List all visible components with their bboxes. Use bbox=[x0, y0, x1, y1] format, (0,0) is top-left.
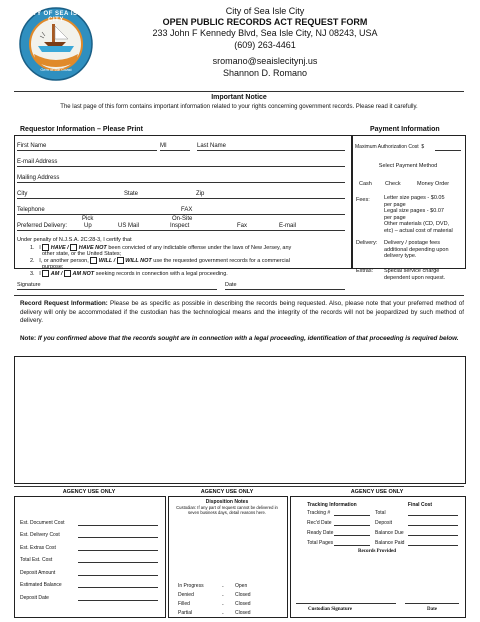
header-contact: Shannon D. Romano bbox=[222, 68, 308, 78]
status-filled[interactable]: Filled bbox=[178, 601, 190, 607]
deposit-date: Deposit Date bbox=[20, 595, 49, 601]
mailing-field[interactable] bbox=[17, 182, 345, 183]
deposit-date-field[interactable] bbox=[78, 600, 158, 601]
total-pages: Total Pages bbox=[307, 540, 334, 546]
money-order-option[interactable]: Money Order bbox=[417, 181, 450, 187]
agency-col1-head: AGENCY USE ONLY bbox=[62, 489, 116, 495]
seal-text: CITY OF SEA ISLE CITY bbox=[25, 11, 87, 23]
check-option[interactable]: Check bbox=[385, 181, 401, 187]
email-label: E-mail Address bbox=[17, 159, 58, 165]
agency-col2-head: AGENCY USE ONLY bbox=[200, 489, 254, 495]
record-request-text: Record Request Information: Please be as specific as possible in describing the records being requested. Also, please note that your preferred method of delivery will only be accommodated if the custodian has the technological means and the integrity of the records will not be jeopardized by such method of delivery. bbox=[20, 300, 465, 324]
first-name-field[interactable] bbox=[17, 150, 157, 151]
date-label: Date bbox=[225, 282, 237, 288]
tracking-number: Tracking # bbox=[307, 510, 331, 516]
est-document-cost: Est. Document Cost bbox=[20, 520, 65, 526]
header-city: City of Sea Isle City bbox=[225, 6, 305, 16]
agency-col3-head: AGENCY USE ONLY bbox=[350, 489, 404, 495]
custodian-signature-field[interactable] bbox=[296, 603, 396, 604]
ready-date: Ready Date bbox=[307, 530, 334, 536]
preferred-delivery-label: Preferred Delivery: bbox=[17, 223, 68, 229]
fax-option[interactable]: Fax bbox=[237, 223, 248, 229]
records-provided: Records Provided bbox=[357, 549, 397, 554]
cert-item-2: 2. I, or another person, WILL / WILL NOT use the requested government records for a commercial bbox=[30, 257, 290, 264]
telephone-label: Telephone bbox=[17, 207, 45, 213]
mi-label: MI bbox=[160, 143, 167, 149]
last-name-field[interactable] bbox=[197, 150, 345, 151]
est-document-cost-field[interactable] bbox=[78, 525, 158, 526]
select-method-label: Select Payment Method bbox=[378, 163, 438, 169]
will-checkbox[interactable] bbox=[90, 257, 97, 264]
fees-text: Letter size pages - $0.05 per page Legal size pages - $0.07 per page Other materials (CD, DVD, etc) – actual cost of material bbox=[384, 195, 453, 234]
cert-item-3: 3. I AM / AM NOT seeking records in connection with a legal proceeding. bbox=[30, 270, 228, 277]
header-email: sromano@seaislecitynj.us bbox=[212, 56, 318, 66]
total-est-cost-field[interactable] bbox=[78, 562, 158, 563]
ready-date-field[interactable] bbox=[334, 535, 370, 536]
deposit-amount: Deposit Amount bbox=[20, 570, 56, 576]
email-field[interactable] bbox=[17, 166, 345, 167]
pick-up-option[interactable]: Up bbox=[84, 223, 92, 229]
penalty-text: Under penalty of N.J.S.A. 2C:28-3, I certify that bbox=[17, 237, 132, 243]
have-checkbox[interactable] bbox=[42, 244, 49, 251]
status-closed-3[interactable]: Closed bbox=[235, 610, 251, 616]
total-pages-field[interactable] bbox=[334, 545, 370, 546]
balance-paid: Balance Paid bbox=[375, 540, 405, 546]
tracking-number-field[interactable] bbox=[334, 515, 370, 516]
header-phone: (609) 263-4461 bbox=[234, 40, 296, 50]
us-mail-option[interactable]: US Mail bbox=[118, 223, 140, 229]
seal-banner: Gem of the Coast bbox=[40, 67, 72, 72]
onsite-option[interactable]: Inspect bbox=[170, 223, 190, 229]
cash-option[interactable]: Cash bbox=[359, 181, 372, 187]
balance-due-field[interactable] bbox=[408, 535, 458, 536]
extras-text: Special service charge dependent upon request. bbox=[384, 268, 446, 281]
record-request-note: Note: If you confirmed above that the records sought are in connection with a legal proceeding, identification of that proceeding is required below. bbox=[20, 335, 459, 342]
status-partial[interactable]: Partial bbox=[178, 610, 193, 616]
recd-date: Rec'd Date bbox=[307, 520, 332, 526]
pick-up-top: Pick bbox=[82, 216, 94, 222]
status-dash: - - - - bbox=[222, 584, 224, 617]
est-extras-cost: Est. Extras Cost bbox=[20, 545, 56, 551]
max-auth-label: Maximum Authorization Cost $ bbox=[355, 144, 425, 150]
state-label: State bbox=[124, 191, 139, 197]
balance-due: Balance Due bbox=[375, 530, 404, 536]
email-option[interactable]: E-mail bbox=[279, 223, 297, 229]
onsite-top: On-Site bbox=[172, 216, 193, 222]
city-field[interactable] bbox=[17, 198, 345, 199]
est-delivery-cost: Est. Delivery Cost bbox=[20, 532, 60, 538]
telephone-field[interactable] bbox=[17, 214, 345, 215]
estimated-balance: Estimated Balance bbox=[20, 582, 62, 588]
custodian-signature-label: Custodian Signature bbox=[308, 607, 352, 612]
zip-label: Zip bbox=[196, 191, 205, 197]
final-cost-title: Final Cost bbox=[407, 502, 433, 508]
delivery-text: Delivery / postage fees additional depending upon delivery type. bbox=[384, 240, 449, 259]
delivery-label: Delivery: bbox=[356, 240, 378, 246]
last-name-label: Last Name bbox=[197, 143, 227, 149]
balance-paid-field[interactable] bbox=[408, 545, 458, 546]
date-field[interactable] bbox=[225, 289, 345, 290]
have-not-checkbox[interactable] bbox=[70, 244, 77, 251]
disposition-text: Custodian: If any part of request cannot be delivered in seven business days, detail reasons here. bbox=[176, 505, 278, 515]
status-open[interactable]: Open bbox=[235, 583, 248, 589]
city-label: City bbox=[17, 191, 28, 197]
max-auth-field[interactable] bbox=[435, 150, 461, 151]
final-deposit-field[interactable] bbox=[408, 525, 458, 526]
est-extras-cost-field[interactable] bbox=[78, 550, 158, 551]
total-est-cost: Total Est. Cost bbox=[20, 557, 53, 563]
cert-item-1-cont: other state, or the United States; bbox=[42, 251, 122, 257]
signature-label: Signature bbox=[17, 282, 41, 288]
mi-field[interactable] bbox=[160, 150, 190, 151]
header-address: 233 John F Kennedy Blvd, Sea Isle City, NJ 08243, USA bbox=[152, 28, 378, 38]
disposition-title: Disposition Notes bbox=[205, 499, 249, 505]
fees-label: Fees: bbox=[356, 197, 370, 203]
status-denied[interactable]: Denied bbox=[178, 592, 194, 598]
deposit-amount-field[interactable] bbox=[78, 575, 158, 576]
am-not-checkbox[interactable] bbox=[64, 270, 71, 277]
mailing-label: Mailing Address bbox=[17, 175, 60, 181]
final-deposit: Deposit bbox=[375, 520, 392, 526]
cert-item-2-cont: purpose; bbox=[42, 264, 64, 270]
extras-label: Extras: bbox=[356, 268, 374, 274]
records-requested-textarea[interactable] bbox=[14, 356, 466, 484]
notice-text: The last page of this form contains important information related to your rights concerning government records. Please read it carefully. bbox=[60, 104, 418, 110]
custodian-date-label: Date bbox=[427, 607, 437, 612]
custodian-date-field[interactable] bbox=[405, 603, 459, 604]
tracking-title: Tracking Information bbox=[307, 502, 357, 508]
status-closed-1[interactable]: Closed bbox=[235, 592, 251, 598]
am-checkbox[interactable] bbox=[42, 270, 49, 277]
status-closed-2[interactable]: Closed bbox=[235, 601, 251, 607]
form-title: OPEN PUBLIC RECORDS ACT REQUEST FORM bbox=[162, 17, 368, 27]
first-name-label: First Name bbox=[17, 143, 47, 149]
notice-title: Important Notice bbox=[211, 94, 267, 101]
signature-field[interactable] bbox=[17, 289, 217, 290]
final-total-field[interactable] bbox=[408, 515, 458, 516]
will-not-checkbox[interactable] bbox=[117, 257, 124, 264]
cert-item-1: 1. I HAVE / HAVE NOT been convicted of any indictable offense under the laws of New Jersey, any bbox=[30, 244, 292, 251]
status-in-progress[interactable]: In Progress bbox=[178, 583, 204, 589]
estimated-balance-field[interactable] bbox=[78, 587, 158, 588]
payment-heading: Payment Information bbox=[370, 126, 440, 133]
est-delivery-cost-field[interactable] bbox=[78, 537, 158, 538]
requestor-heading: Requestor Information – Please Print bbox=[20, 126, 143, 133]
fax-label: FAX bbox=[181, 207, 193, 213]
recd-date-field[interactable] bbox=[334, 525, 370, 526]
final-total: Total bbox=[375, 510, 386, 516]
